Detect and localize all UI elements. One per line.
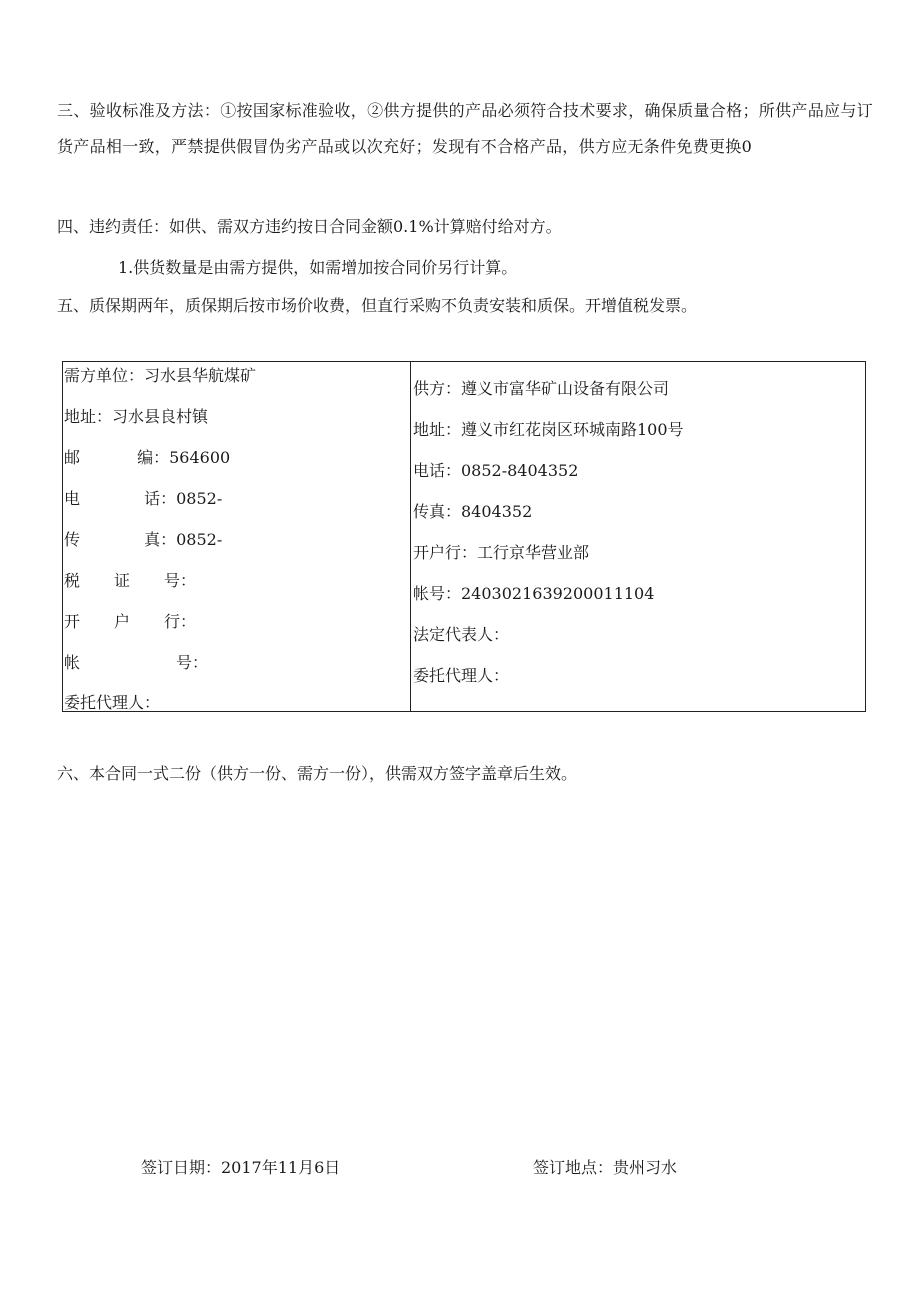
buyer-agent: 委托代理人： (64, 693, 161, 712)
party-info-table (62, 361, 866, 712)
account-label-2: 号： (175, 653, 208, 672)
buyer-postcode (64, 447, 304, 469)
tax-label-3: 号： (163, 571, 196, 590)
supplier-address: 地址：遵义市红花岗区环城南路100号 (413, 420, 684, 439)
phone-value: 0852- (176, 489, 223, 508)
postcode-value: 564600 (169, 448, 231, 467)
buyer-fax (64, 529, 304, 551)
buyer-address: 地址：习水县良村镇 (64, 407, 209, 426)
buyer-phone (64, 488, 304, 510)
copies-clause: 六、本合同一式二份（供方一份、需方一份），供需双方签字盖章后生效。 (57, 764, 578, 783)
supplier-name: 供方：遵义市富华矿山设备有限公司 (413, 379, 670, 398)
buyer-tax-id (64, 570, 196, 592)
supplier-agent: 委托代理人： (413, 666, 510, 685)
tax-label-1: 税 (64, 571, 81, 590)
signing-place: 签订地点：贵州习水 (533, 1158, 678, 1177)
bank-label-3: 行： (163, 612, 196, 631)
buyer-unit: 需方单位：习水县华航煤矿 (64, 366, 257, 385)
supplier-account: 帐号：2403021639200011104 (413, 584, 655, 603)
table-divider (410, 362, 411, 711)
tax-label-2: 证 (113, 571, 130, 590)
account-label-1: 帐 (64, 653, 81, 672)
liability-clause: 四、违约责任：如供、需双方违约按日合同金额0.1%计算赔付给对方。 (57, 217, 562, 236)
warranty-clause: 五、质保期两年，质保期后按市场价收费，但直行采购不负责安装和质保。开增值税发票。 (57, 296, 698, 315)
acceptance-clause: 三、验收标准及方法：①按国家标准验收，②供方提供的产品必须符合技术要求，确保质量合格；所供产品应与订货产品相一致，严禁提供假冒伪劣产品或以次充好；发现有不合格产品，供方应无条件免费更换0 (57, 101, 873, 156)
fax-label-1: 传 (64, 530, 81, 549)
phone-label-1: 电 (64, 489, 81, 508)
bank-label-1: 开 (64, 612, 81, 631)
postcode-label-2: 编： (137, 448, 170, 467)
buyer-account (64, 652, 208, 674)
signing-date: 签订日期：2017年11月6日 (141, 1158, 341, 1177)
phone-label-2: 话： (144, 489, 177, 508)
supplier-phone: 电话：0852-8404352 (413, 461, 579, 480)
supplier-bank: 开户行：工行京华营业部 (413, 543, 590, 562)
buyer-bank (64, 611, 196, 633)
quantity-note: 1.供货数量是由需方提供，如需增加按合同价另行计算。 (118, 258, 518, 277)
supplier-legal-rep: 法定代表人： (413, 625, 510, 644)
postcode-label-1: 邮 (64, 448, 81, 467)
fax-label-2: 真： (144, 530, 177, 549)
bank-label-2: 户 (113, 612, 130, 631)
supplier-fax: 传真：8404352 (413, 502, 533, 521)
fax-value: 0852- (176, 530, 223, 549)
